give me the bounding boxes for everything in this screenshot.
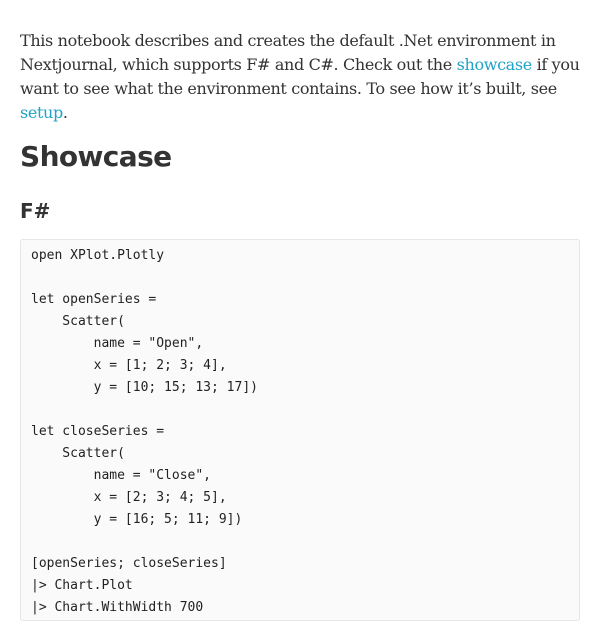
intro-text-before: This notebook describes and creates the default .Net environment in Nextjournal, which supports F# and C#. Check out the: [20, 31, 556, 74]
intro-text-middle: if you want to see what the environment contains. To see how it’s built, see: [20, 55, 580, 98]
intro-text-after: .: [62, 103, 68, 122]
setup-link[interactable]: setup: [20, 103, 63, 122]
showcase-link[interactable]: showcase: [456, 55, 532, 74]
showcase-heading: Showcase: [20, 140, 172, 173]
code-cell[interactable]: [20, 239, 580, 621]
intro-paragraph: [20, 29, 580, 125]
fsharp-heading: F#: [20, 199, 51, 223]
code-cell-source[interactable]: open XPlot.Plotly let openSeries = Scatter( name = "Open", x = [1; 2; 3; 4], y = [10; 15; 13; 17]) let closeSeries = Scatter( name = "Close", x = [2; 3; 4; 5], y = [16; 5; 11; 9]) [openSeries; closeSeries] |> Chart.Plot |> Chart.WithWidth 700: [31, 248, 258, 615]
